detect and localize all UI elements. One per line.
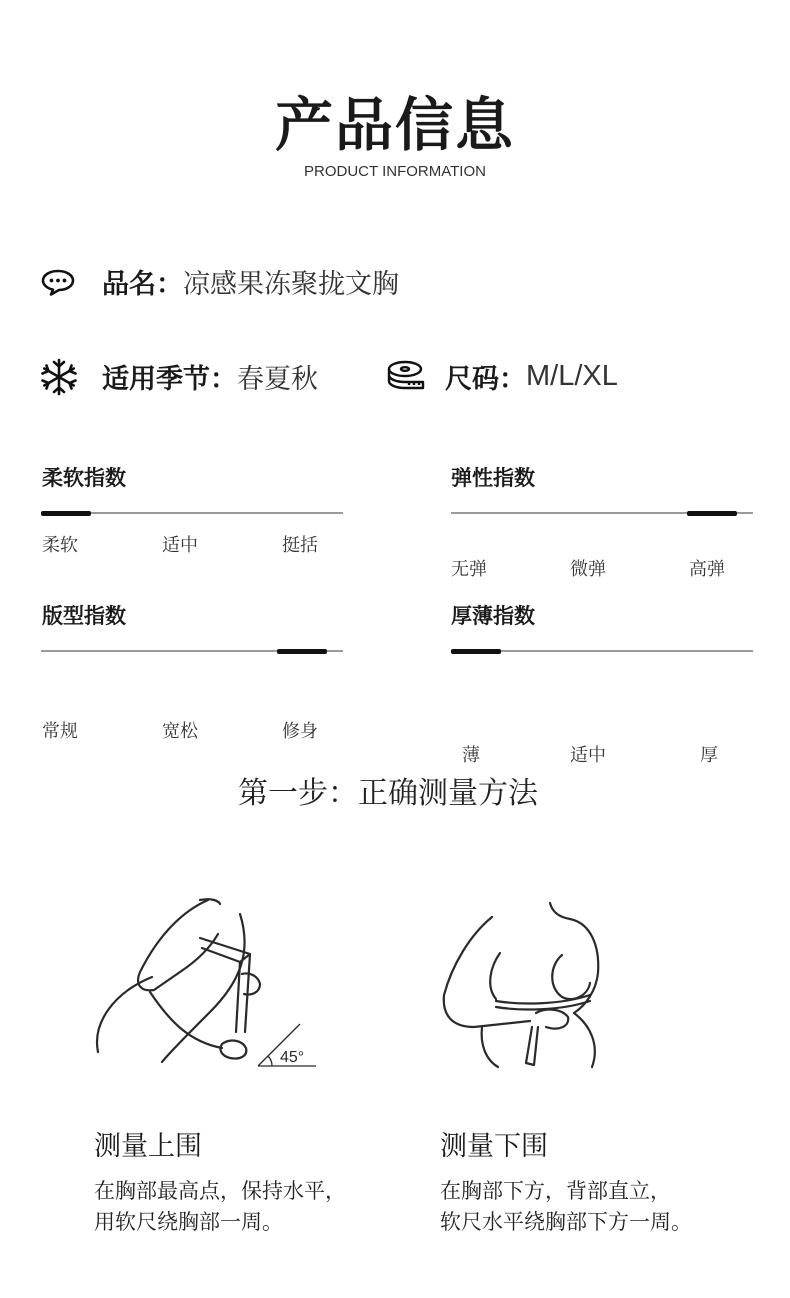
index-elasticity-scale bbox=[451, 555, 753, 579]
tape-measure-icon bbox=[385, 359, 425, 395]
index-thickness bbox=[451, 600, 535, 630]
measure-desc-line: 在胸部最高点，保持水平， bbox=[94, 1179, 346, 1203]
index-marker bbox=[277, 649, 327, 654]
size-value: M/L/XL bbox=[526, 360, 618, 392]
index-title: 弹性指数 bbox=[451, 466, 535, 490]
index-fit-track bbox=[41, 650, 343, 652]
scale-option: 微弹 bbox=[570, 559, 606, 580]
index-title: 柔软指数 bbox=[42, 466, 126, 490]
product-name-row bbox=[40, 262, 399, 301]
index-thickness-track bbox=[451, 650, 753, 652]
scale-option: 厚 bbox=[700, 745, 718, 766]
index-marker bbox=[687, 511, 737, 516]
index-softness-scale bbox=[42, 531, 344, 555]
upper-bust-illustration bbox=[90, 892, 330, 1077]
index-marker bbox=[41, 511, 91, 516]
measure-desc-line: 在胸部下方，背部直立， bbox=[440, 1179, 671, 1203]
index-softness bbox=[42, 462, 126, 492]
measure-desc-line: 软尺水平绕胸部下方一周。 bbox=[440, 1210, 692, 1234]
scale-option: 无弹 bbox=[451, 559, 487, 580]
index-title: 厚薄指数 bbox=[451, 604, 535, 628]
index-fit-scale bbox=[42, 717, 344, 741]
scale-option: 修身 bbox=[282, 721, 318, 742]
index-softness-track bbox=[41, 512, 343, 514]
season-label: 适用季节： bbox=[102, 364, 237, 395]
scale-option: 柔软 bbox=[42, 535, 78, 556]
size-row bbox=[385, 357, 618, 396]
measure-lower bbox=[440, 1124, 692, 1238]
season-row bbox=[40, 357, 318, 396]
measure-heading: 测量下围 bbox=[440, 1131, 548, 1162]
product-name-value: 凉感果冻聚拢文胸 bbox=[183, 269, 399, 300]
index-thickness-scale bbox=[451, 741, 753, 765]
page-title: 产品信息 bbox=[274, 91, 515, 159]
index-elasticity-track bbox=[451, 512, 753, 514]
index-title: 版型指数 bbox=[42, 604, 126, 628]
index-fit bbox=[42, 600, 126, 630]
chat-bubble-icon bbox=[40, 267, 76, 297]
scale-option: 适中 bbox=[570, 745, 606, 766]
measure-heading: 测量上围 bbox=[94, 1131, 202, 1162]
size-label: 尺码： bbox=[445, 364, 526, 395]
index-marker bbox=[451, 649, 501, 654]
product-name-label: 品名： bbox=[102, 269, 183, 300]
page-subtitle: PRODUCT INFORMATION bbox=[304, 163, 486, 180]
angle-label: 45° bbox=[280, 1049, 305, 1066]
scale-option: 挺括 bbox=[282, 535, 318, 556]
under-bust-illustration bbox=[440, 895, 640, 1075]
snowflake-icon bbox=[40, 358, 78, 396]
index-elasticity bbox=[451, 462, 535, 492]
scale-option: 常规 bbox=[42, 721, 78, 742]
scale-option: 薄 bbox=[462, 745, 480, 766]
scale-option: 高弹 bbox=[689, 559, 725, 580]
step-title: 第一步：正确测量方法 bbox=[238, 776, 538, 811]
measure-desc-line: 用软尺绕胸部一周。 bbox=[94, 1210, 283, 1234]
season-value: 春夏秋 bbox=[237, 364, 318, 395]
scale-option: 适中 bbox=[162, 535, 198, 556]
measure-upper bbox=[94, 1124, 346, 1238]
scale-option: 宽松 bbox=[162, 721, 198, 742]
